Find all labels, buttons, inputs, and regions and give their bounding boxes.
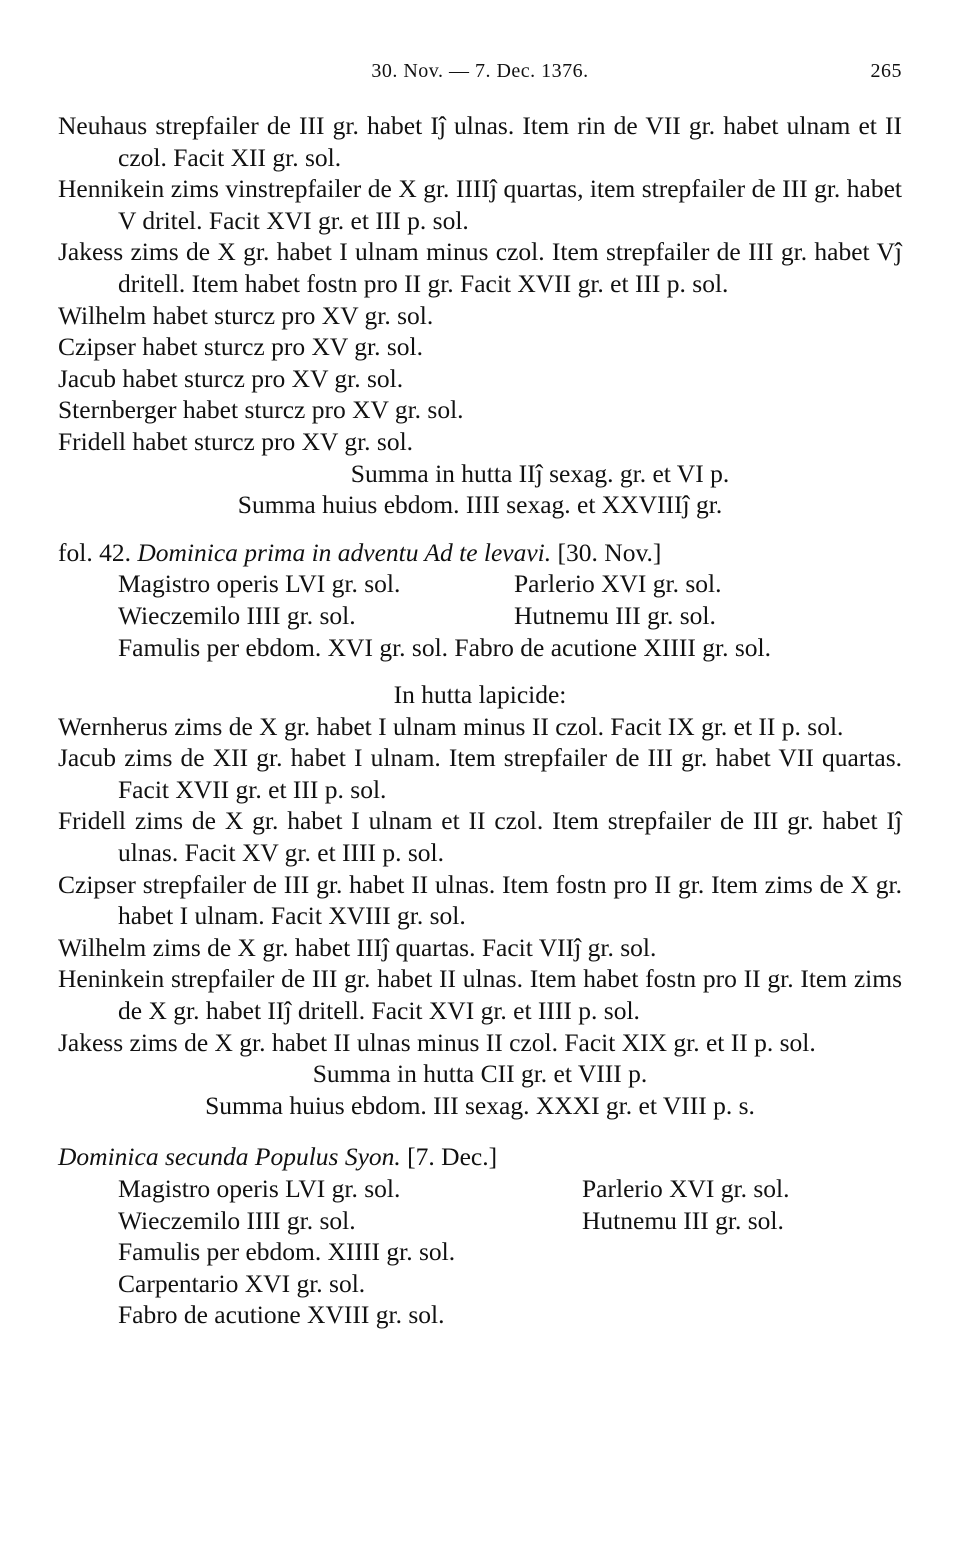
entry: Sternberger habet sturcz pro XV gr. sol. bbox=[58, 395, 464, 425]
heading-date: [30. Nov.] bbox=[557, 537, 662, 567]
entry: Jacub zims de XII gr. habet I ulnam. Item strepfailer de III gr. habet VII quartas. Facit XVII gr. et III p. sol. bbox=[58, 743, 902, 804]
running-header bbox=[0, 50, 960, 84]
section-heading bbox=[58, 1141, 902, 1173]
running-title: 30. Nov. — 7. Dec. 1376. bbox=[371, 60, 589, 82]
payment-row bbox=[58, 600, 902, 632]
entry: Jakess zims de X gr. habet II ulnas minus II czol. Facit XIX gr. et II p. sol. bbox=[58, 1027, 816, 1057]
payment: Wieczemilo IIII gr. sol. bbox=[118, 1205, 356, 1235]
page-number: 265 bbox=[870, 60, 902, 82]
entry: Heninkein strepfailer de III gr. habet II ulnas. Item habet fostn pro II gr. Item zims de X gr. habet IIĵ dritell. Facit XVI gr. et IIII p. sol. bbox=[58, 964, 902, 1026]
document-body bbox=[58, 110, 902, 1331]
entry: Jacub habet sturcz pro XV gr. sol. bbox=[58, 363, 404, 393]
payment-row bbox=[58, 568, 902, 600]
payment-line: Famulis per ebdom. XIIII gr. sol. bbox=[118, 1237, 456, 1267]
payment-line: Fabro de acutione XVIII gr. sol. bbox=[118, 1300, 445, 1330]
entry: Wilhelm zims de X gr. habet IIIĵ quartas. Facit VIIĵ gr. sol. bbox=[58, 932, 657, 962]
section-heading bbox=[58, 537, 902, 569]
entry: Fridell habet sturcz pro XV gr. sol. bbox=[58, 426, 414, 456]
payment: Wieczemilo IIII gr. sol. bbox=[118, 600, 356, 630]
payment: Parlerio XVI gr. sol. bbox=[514, 569, 722, 599]
summa-ebdom: Summa huius ebdom. IIII sexag. et XXVIIIĵ gr. bbox=[237, 490, 723, 520]
entry: Jakess zims de X gr. habet I ulnam minus czol. Item strepfailer de III gr. habet Vĵ dritell. Item habet fostn pro II gr. Facit XVII gr. et III p. sol. bbox=[58, 237, 902, 298]
folio-ref: fol. 42. bbox=[58, 537, 131, 567]
entry: Hennikein zims vinstrepfailer de X gr. IIIIĵ quartas, item strepfailer de III gr. habet V dritel. Facit XVI gr. et III p. sol. bbox=[58, 174, 902, 235]
entry: Czipser habet sturcz pro XV gr. sol. bbox=[58, 332, 423, 362]
summa-hutta: Summa in hutta IIĵ sexag. gr. et VI p. bbox=[350, 458, 730, 488]
payment-row bbox=[58, 1173, 902, 1205]
payment: Magistro operis LVI gr. sol. bbox=[118, 569, 401, 599]
entry: Fridell zims de X gr. habet I ulnam et II czol. Item strepfailer de III gr. habet Iĵ ulnas. Facit XV gr. et IIII p. sol. bbox=[58, 806, 902, 868]
summa-ebdom: Summa huius ebdom. III sexag. XXXI gr. et VIII p. s. bbox=[205, 1090, 755, 1120]
payment: Magistro operis LVI gr. sol. bbox=[118, 1174, 401, 1203]
subheading: In hutta lapicide: bbox=[393, 680, 567, 710]
payment: Parlerio XVI gr. sol. bbox=[582, 1174, 790, 1203]
entry: Wilhelm habet sturcz pro XV gr. sol. bbox=[58, 300, 434, 330]
payment-line: Famulis per ebdom. XVI gr. sol. Fabro de acutione XIIII gr. sol. bbox=[118, 632, 771, 662]
payment-line: Carpentario XVI gr. sol. bbox=[118, 1268, 366, 1298]
summa-hutta: Summa in hutta CII gr. et VIII p. bbox=[312, 1059, 648, 1089]
heading-title: Dominica secunda Populus Syon. bbox=[58, 1142, 401, 1172]
heading-date: [7. Dec.] bbox=[407, 1142, 498, 1172]
heading-title: Dominica prima in adventu Ad te levavi. bbox=[137, 537, 552, 567]
entry: Neuhaus strepfailer de III gr. habet Iĵ ulnas. Item rin de VII gr. habet ulnam et II czol. Facit XII gr. sol. bbox=[58, 111, 902, 172]
entry: Czipser strepfailer de III gr. habet II ulnas. Item fostn pro II gr. Item zims de X gr. habet I ulnam. Facit XVIII gr. sol. bbox=[58, 869, 902, 931]
payment-row bbox=[58, 1205, 902, 1237]
payment: Hutnemu III gr. sol. bbox=[582, 1205, 784, 1235]
entry: Wernherus zims de X gr. habet I ulnam minus II czol. Facit IX gr. et II p. sol. bbox=[58, 711, 844, 741]
payment: Hutnemu III gr. sol. bbox=[514, 600, 716, 630]
